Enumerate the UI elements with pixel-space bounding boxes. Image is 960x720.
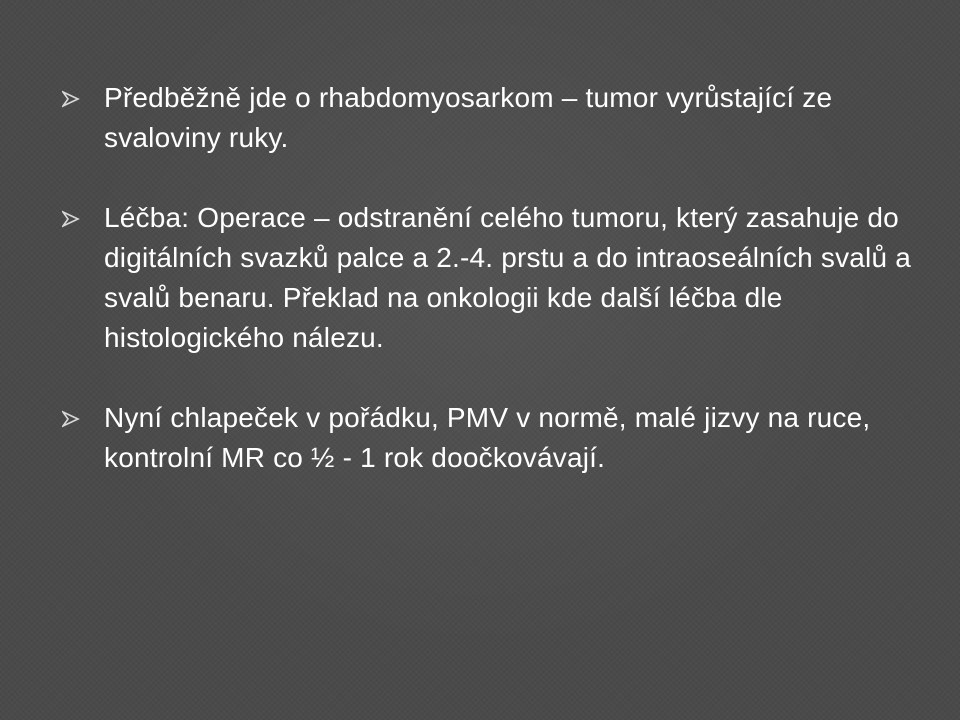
bullet-list: [62, 78, 942, 478]
bullet-item-1: [62, 78, 942, 158]
bullet-item-3: [62, 398, 942, 478]
arrowhead-bullet-icon: [62, 90, 80, 108]
bullet-text-1: Předběžně jde o rhabdomyosarkom – tumor vyrůstající ze svaloviny ruky.: [104, 82, 833, 153]
bullet-text-2: Léčba: Operace – odstranění celého tumoru, který zasahuje do digitálních svazků palce a 2.-4. prstu a do intraoseálních svalů a svalů benaru. Překlad na onkologii kde další léčba dle histologického nálezu.: [104, 202, 911, 353]
arrowhead-bullet-icon: [62, 410, 80, 428]
bullet-text-3: Nyní chlapeček v pořádku, PMV v normě, malé jizvy na ruce, kontrolní MR co ½ - 1 rok doočkovávají.: [104, 402, 871, 473]
bullet-item-2: [62, 198, 942, 358]
arrowhead-bullet-icon: [62, 210, 80, 228]
